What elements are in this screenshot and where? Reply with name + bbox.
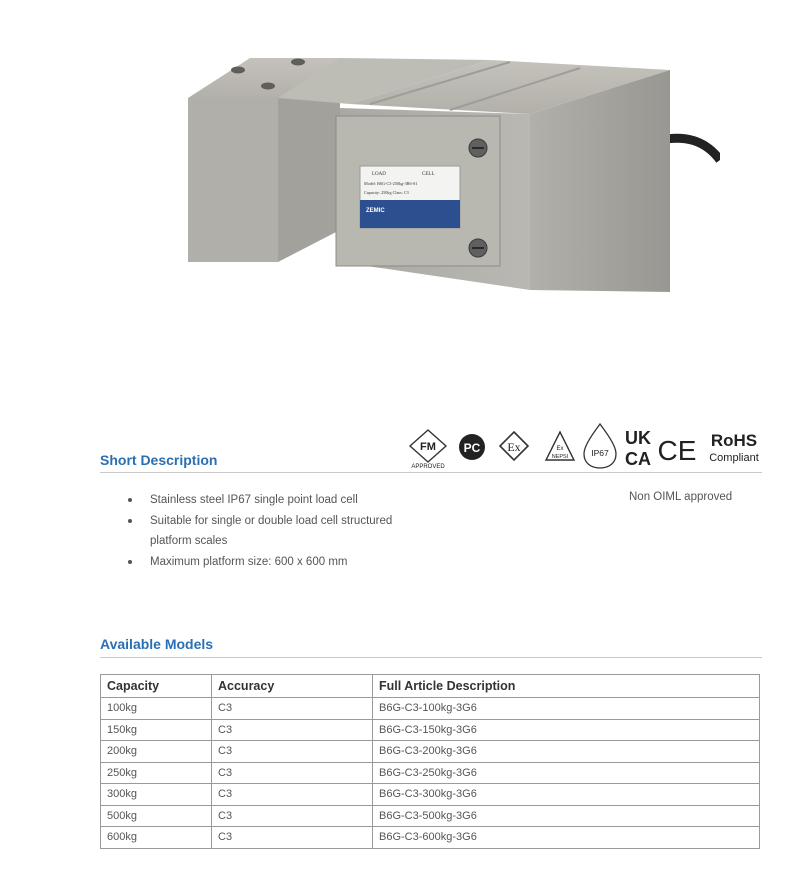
cell-description: B6G-C3-500kg-3G6 (373, 805, 760, 827)
table-row (101, 805, 760, 827)
table-header-row (101, 675, 760, 698)
cell-accuracy: C3 (212, 719, 373, 741)
ukca-top-text: UK (625, 428, 651, 448)
bullet-text: Suitable for single or double load cell structured platform scales (150, 514, 393, 547)
cell-capacity: 200kg (101, 741, 212, 763)
table-row (101, 762, 760, 784)
cell-accuracy: C3 (212, 827, 373, 849)
bullet-dot-icon (128, 560, 132, 564)
fm-text: FM (420, 441, 436, 453)
column-header-capacity: Capacity (101, 675, 212, 698)
short-description-heading: Short Description (100, 452, 218, 468)
cell-capacity: 150kg (101, 719, 212, 741)
table-row (101, 698, 760, 720)
cell-capacity: 300kg (101, 784, 212, 806)
label-model-line: Model: B6G-C3-250kg-3B6-S1 (364, 181, 418, 186)
ip67-icon (584, 424, 616, 468)
label-capacity-line: Capacity: 250kg Class: C3 (364, 190, 409, 195)
cell-description: B6G-C3-600kg-3G6 (373, 827, 760, 849)
rohs-top-text: RoHS (710, 431, 758, 450)
ukca-icon (625, 428, 651, 469)
pc-text: PC (463, 441, 481, 455)
cell-description: B6G-C3-200kg-3G6 (373, 741, 760, 763)
list-item (128, 511, 428, 552)
ukca-bottom-text: CA (625, 449, 651, 469)
nepsi-icon (546, 432, 574, 460)
nepsi-top-text: Ex (556, 446, 564, 452)
bullet-text: Stainless steel IP67 single point load cell (150, 494, 358, 506)
label-header-left: LOAD (372, 172, 386, 177)
cell-capacity: 250kg (101, 762, 212, 784)
cell-accuracy: C3 (212, 762, 373, 784)
column-header-description: Full Article Description (373, 675, 760, 698)
list-item (128, 490, 428, 511)
models-table (100, 674, 760, 849)
column-header-accuracy: Accuracy (212, 675, 373, 698)
ip-text: IP67 (591, 448, 609, 458)
short-description-list (128, 490, 428, 572)
nepsi-bottom-text: NEPSI (551, 454, 569, 460)
table-row (101, 741, 760, 763)
ex-text: Ex (507, 440, 521, 454)
cell-accuracy: C3 (212, 784, 373, 806)
available-models-heading: Available Models (100, 636, 214, 652)
cell-capacity: 500kg (101, 805, 212, 827)
cell-description: B6G-C3-300kg-3G6 (373, 784, 760, 806)
approval-note: Non OIML approved (629, 491, 733, 503)
rohs-bottom-text: Compliant (709, 452, 759, 464)
load-cell-product-image (160, 30, 720, 360)
cell-capacity: 100kg (101, 698, 212, 720)
rohs-compliant-icon (709, 431, 759, 464)
table-row (101, 827, 760, 849)
list-item (128, 552, 428, 573)
fm-sub-text: APPROVED (411, 464, 445, 470)
cell-accuracy: C3 (212, 741, 373, 763)
ce-text: CE (657, 435, 697, 466)
cell-description: B6G-C3-250kg-3G6 (373, 762, 760, 784)
bullet-dot-icon (128, 498, 132, 502)
label-brand: ZEMIC (366, 208, 385, 214)
cell-accuracy: C3 (212, 805, 373, 827)
cell-accuracy: C3 (212, 698, 373, 720)
bullet-dot-icon (128, 519, 132, 523)
available-models-divider (100, 657, 762, 658)
ce-mark-icon (658, 435, 697, 466)
cell-description: B6G-C3-150kg-3G6 (373, 719, 760, 741)
pc-mark-icon (459, 434, 485, 460)
bullet-text: Maximum platform size: 600 x 600 mm (150, 555, 348, 568)
fm-approved-icon (410, 430, 446, 470)
certification-logos (398, 420, 762, 472)
label-header-right: CELL (422, 172, 435, 177)
table-row (101, 719, 760, 741)
cell-description: B6G-C3-100kg-3G6 (373, 698, 760, 720)
table-row (101, 784, 760, 806)
short-description-divider (100, 472, 762, 473)
atex-ex-icon (500, 432, 528, 460)
cell-capacity: 600kg (101, 827, 212, 849)
